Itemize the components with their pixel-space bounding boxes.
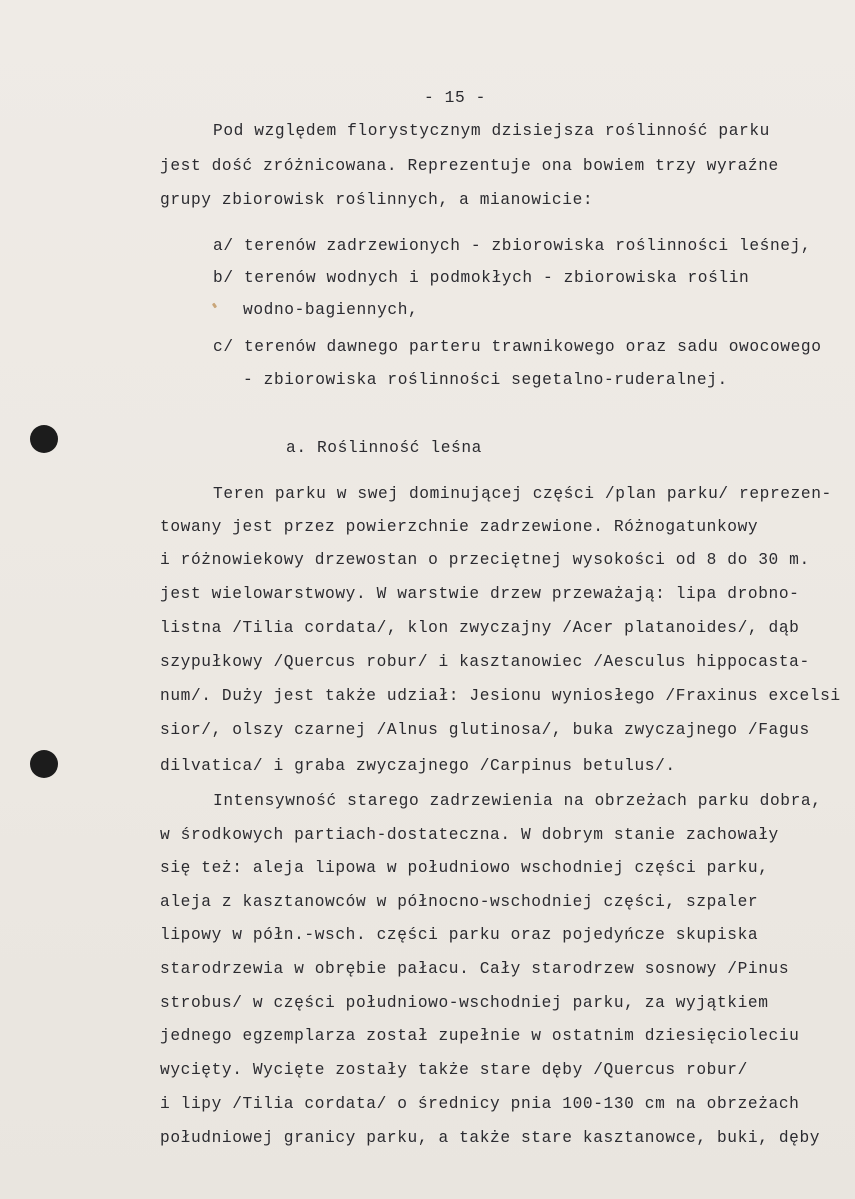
intro-line: Pod względem florystycznym dzisiejsza roślinność parku bbox=[213, 122, 770, 140]
paragraph-line: jednego egzemplarza został zupełnie w ostatnim dziesięcioleciu bbox=[160, 1027, 800, 1045]
intro-line: grupy zbiorowisk roślinnych, a mianowicie: bbox=[160, 191, 594, 209]
paragraph-line: starodrzewia w obrębie pałacu. Cały starodrzew sosnowy /Pinus bbox=[160, 960, 790, 978]
list-item-a: a/ terenów zadrzewionych - zbiorowiska roślinności leśnej, bbox=[213, 237, 812, 255]
paragraph-line: num/. Duży jest także udział: Jesionu wyniosłego /Fraxinus excelsi bbox=[160, 687, 841, 705]
list-item-b-cont: wodno-bagiennych, bbox=[243, 301, 419, 319]
paragraph-line: strobus/ w części południowo-wschodniej parku, za wyjątkiem bbox=[160, 994, 769, 1012]
intro-line: jest dość zróżnicowana. Reprezentuje ona bowiem trzy wyraźne bbox=[160, 157, 779, 175]
paragraph-line: jest wielowarstwowy. W warstwie drzew przeważają: lipa drobno- bbox=[160, 585, 800, 603]
paragraph-line: towany jest przez powierzchnie zadrzewione. Różnogatunkowy bbox=[160, 518, 759, 536]
paragraph-line: wycięty. Wycięte zostały także stare dęby /Quercus robur/ bbox=[160, 1061, 748, 1079]
list-item-b: b/ terenów wodnych i podmokłych - zbiorowiska roślin bbox=[213, 269, 750, 287]
paragraph-line: się też: aleja lipowa w południowo wschodniej części parku, bbox=[160, 859, 769, 877]
paper-speck bbox=[212, 303, 217, 309]
paragraph-line: szypułkowy /Quercus robur/ i kasztanowiec /Aesculus hippocasta- bbox=[160, 653, 810, 671]
paragraph-line: i różnowiekowy drzewostan o przeciętnej wysokości od 8 do 30 m. bbox=[160, 551, 810, 569]
paragraph-line: aleja z kasztanowców w północno-wschodniej części, szpaler bbox=[160, 893, 759, 911]
list-item-c: c/ terenów dawnego parteru trawnikowego oraz sadu owocowego bbox=[213, 338, 822, 356]
list-item-c-cont: - zbiorowiska roślinności segetalno-ruderalnej. bbox=[243, 371, 728, 389]
paragraph-line: sior/, olszy czarnej /Alnus glutinosa/, buka zwyczajnego /Fagus bbox=[160, 721, 810, 739]
paragraph-line: Intensywność starego zadrzewienia na obrzeżach parku dobra, bbox=[213, 792, 822, 810]
paragraph-line: lipowy w półn.-wsch. części parku oraz pojedyńcze skupiska bbox=[160, 926, 759, 944]
punch-hole-bottom bbox=[30, 750, 58, 778]
section-heading: a. Roślinność leśna bbox=[286, 439, 482, 457]
page-number: - 15 - bbox=[424, 89, 486, 107]
paragraph-line: i lipy /Tilia cordata/ o średnicy pnia 100-130 cm na obrzeżach bbox=[160, 1095, 800, 1113]
punch-hole-top bbox=[30, 425, 58, 453]
paragraph-line: w środkowych partiach-dostateczna. W dobrym stanie zachowały bbox=[160, 826, 779, 844]
paragraph-line: południowej granicy parku, a także stare kasztanowce, buki, dęby bbox=[160, 1129, 821, 1147]
paragraph-line: Teren parku w swej dominującej części /plan parku/ reprezen- bbox=[213, 485, 832, 503]
paragraph-line: dilvatica/ i graba zwyczajnego /Carpinus betulus/. bbox=[160, 757, 676, 775]
paragraph-line: listna /Tilia cordata/, klon zwyczajny /Acer platanoides/, dąb bbox=[160, 619, 800, 637]
